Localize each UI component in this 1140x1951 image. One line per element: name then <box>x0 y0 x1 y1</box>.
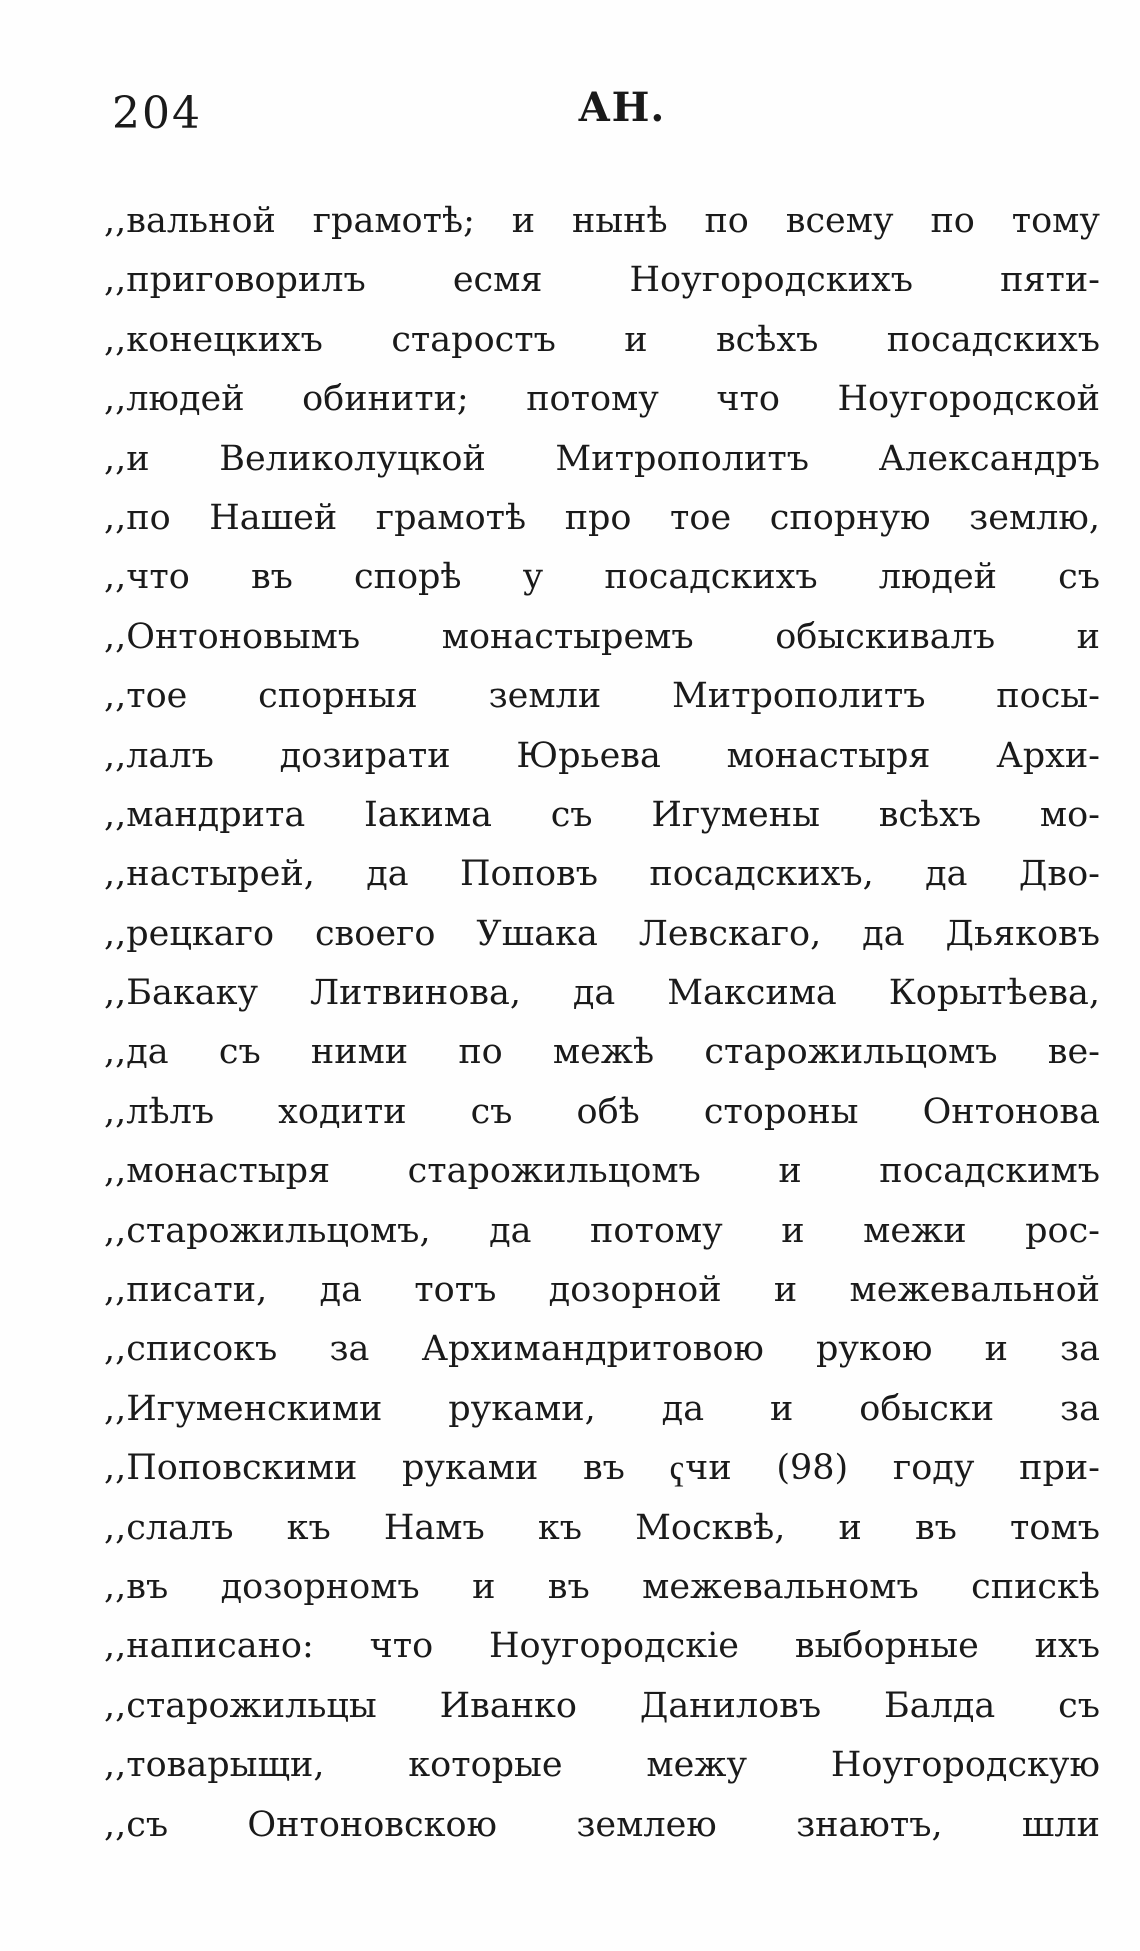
text-line: ,,монастыря старожильцомъ и посадскимъ <box>104 1151 1100 1192</box>
text-line: ,,по Нашей грамотѣ про тое спорную землю, <box>104 497 1100 538</box>
text-line: ,,конецкихъ старостъ и всѣхъ посадскихъ <box>104 319 1100 360</box>
text-line: ,,лалъ дозирати Юрьева монастыря Архи- <box>104 735 1100 776</box>
text-line: ,,старожильцомъ, да потому и межи рос- <box>104 1210 1100 1251</box>
text-line: ,,писати, да тотъ дозорной и межевальной <box>104 1270 1100 1311</box>
text-line: ,,написано: что Ноугородскіе выборные ихъ <box>104 1626 1100 1667</box>
text-line: ,,товарыщи, которые межу Ноугородскую <box>104 1745 1100 1786</box>
text-line: ,,лѣлъ ходити съ обѣ стороны Онтонова <box>104 1091 1100 1132</box>
text-line: ,,тое спорныя земли Митрополитъ посы- <box>104 676 1100 717</box>
text-line: ,,приговорилъ есмя Ноугородскихъ пяти- <box>104 260 1100 301</box>
text-line: ,,вальной грамотѣ; и нынѣ по всему по тому <box>104 201 1100 241</box>
text-line: ,,старожильцы Иванко Даниловъ Балда съ <box>104 1685 1100 1726</box>
text-line: ,,и Великолуцкой Митрополитъ Александръ <box>104 438 1100 479</box>
text-line: ,,Онтоновымъ монастыремъ обыскивалъ и <box>104 616 1100 657</box>
running-head: АН. <box>578 84 666 131</box>
text-line: ,,Игуменскими руками, да и обыски за <box>104 1388 1100 1429</box>
body-text <box>104 192 1100 1855</box>
text-line: ,,рецкаго своего Ушака Левскаго, да Дьяковъ <box>104 913 1100 954</box>
text-line: ,,списокъ за Архимандритовою рукою и за <box>104 1329 1100 1370</box>
text-line: ,,слалъ къ Намъ къ Москвѣ, и въ томъ <box>104 1507 1100 1548</box>
text-line: ,,людей обинити; потому что Ноугородской <box>104 379 1100 420</box>
text-line: ,,мандрита Іакима съ Игумены всѣхъ мо- <box>104 794 1100 835</box>
text-line: ,,въ дозорномъ и въ межевальномъ спискѣ <box>104 1566 1100 1607</box>
text-line: ,,Поповскими руками въ ҁчи (98) году при- <box>104 1448 1100 1489</box>
text-line: ,,да съ ними по межѣ старожильцомъ ве- <box>104 1032 1100 1073</box>
page-number: 204 <box>112 88 202 139</box>
text-line: ,,настырей, да Поповъ посадскихъ, да Дво- <box>104 854 1100 895</box>
text-line: ,,съ Онтоновскою землею знаютъ, шли <box>104 1804 1100 1845</box>
text-line: ,,что въ спорѣ у посадскихъ людей съ <box>104 557 1100 598</box>
text-line: ,,Бакаку Литвинова, да Максима Корытѣева, <box>104 973 1100 1014</box>
